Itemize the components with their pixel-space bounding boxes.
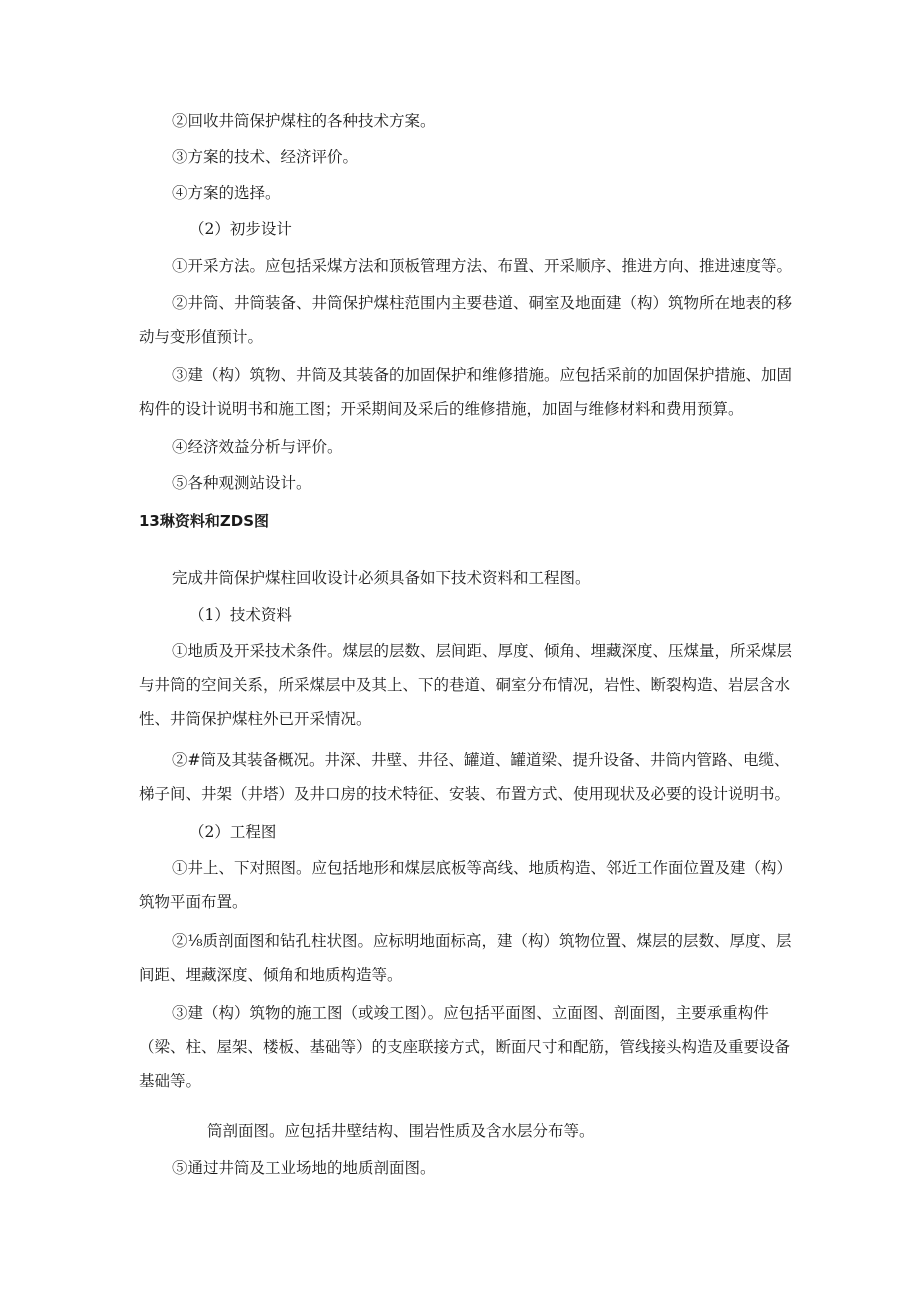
paragraph-8 bbox=[139, 430, 799, 464]
text-line: 筒剖面图。应包括井壁结构、围岩性质及含水层分布等。 bbox=[207, 1122, 595, 1140]
text-line: 构件的设计说明书和施工图；开采期间及采后的维修措施，加固与维修材料和费用预算。 bbox=[139, 400, 744, 418]
text-line: ③建（构）筑物的施工图（或竣工图）。应包括平面图、立面图、剖面图，主要承重构件 bbox=[172, 1004, 769, 1022]
text-line: ①井上、下对照图。应包括地形和煤层底板等高线、地质构造、邻近工作面位置及建（构） bbox=[172, 859, 793, 877]
paragraph-17 bbox=[139, 996, 799, 1098]
text-line: 动与变形值预计。 bbox=[139, 328, 264, 346]
text-line: ①地质及开采技术条件。煤层的层数、层间距、厚度、倾角、埋藏深度、压煤量，所采煤层 bbox=[172, 642, 793, 660]
paragraph-2 bbox=[139, 140, 799, 174]
paragraph-5 bbox=[139, 249, 799, 283]
text-line: （1）技术资料 bbox=[189, 606, 292, 624]
text-line: 完成井筒保护煤柱回收设计必须具备如下技术资料和工程图。 bbox=[172, 569, 591, 587]
text-line: 筑物平面布置。 bbox=[139, 893, 248, 911]
section-heading: 13琳资料和ZDS图 bbox=[139, 512, 270, 530]
text-line: 性、井筒保护煤柱外已开采情况。 bbox=[139, 710, 372, 728]
text-line: 基础等。 bbox=[139, 1072, 202, 1090]
text-line: ④经济效益分析与评价。 bbox=[172, 438, 343, 456]
text-line: 梯子间、井架（井塔）及井口房的技术特征、安装、布置方式、使用现状及必要的设计说明书。 bbox=[139, 785, 791, 803]
paragraph-18 bbox=[139, 1114, 799, 1148]
paragraph-16 bbox=[139, 924, 799, 992]
paragraph-4 bbox=[139, 212, 799, 246]
paragraph-7 bbox=[139, 358, 799, 426]
text-line: ②回收井筒保护煤柱的各种技术方案。 bbox=[172, 112, 436, 130]
paragraph-19 bbox=[139, 1151, 799, 1185]
text-line: ②⅛质剖面图和钻孔柱状图。应标明地面标高，建（构）筑物位置、煤层的层数、厚度、层 bbox=[172, 932, 792, 950]
text-line: （2）工程图 bbox=[189, 823, 277, 841]
paragraph-6 bbox=[139, 286, 799, 354]
paragraph-14 bbox=[139, 815, 799, 849]
text-line: （2）初步设计 bbox=[189, 220, 292, 238]
text-line: ②#筒及其装备概况。井深、井壁、井径、罐道、罐道梁、提升设备、井筒内管路、电缆、 bbox=[172, 751, 790, 769]
text-line: 间距、埋藏深度、倾角和地质构造等。 bbox=[139, 966, 403, 984]
text-line: ⑤通过井筒及工业场地的地质剖面图。 bbox=[172, 1159, 436, 1177]
paragraph-15 bbox=[139, 851, 799, 919]
paragraph-3 bbox=[139, 176, 799, 210]
paragraph-10 bbox=[139, 561, 799, 595]
text-line: （梁、柱、屋架、楼板、基础等）的支座联接方式，断面尺寸和配筋，管线接头构造及重要设备 bbox=[139, 1038, 791, 1056]
text-line: ③建（构）筑物、井筒及其装备的加固保护和维修措施。应包括采前的加固保护措施、加固 bbox=[172, 366, 793, 384]
text-line: ④方案的选择。 bbox=[172, 184, 281, 202]
paragraph-12 bbox=[139, 634, 799, 736]
paragraph-13 bbox=[139, 743, 799, 811]
text-line: 与井筒的空间关系，所采煤层中及其上、下的巷道、硐室分布情况，岩性、断裂构造、岩层含水 bbox=[139, 676, 791, 694]
paragraph-11 bbox=[139, 598, 799, 632]
text-line: ⑤各种观测站设计。 bbox=[172, 474, 312, 492]
text-line: ②井筒、井筒装备、井筒保护煤柱范围内主要巷道、硐室及地面建（构）筑物所在地表的移 bbox=[172, 294, 793, 312]
text-line: ①开采方法。应包括采煤方法和顶板管理方法、布置、开采顺序、推进方向、推进速度等。 bbox=[172, 257, 793, 275]
paragraph-1 bbox=[139, 104, 799, 138]
text-line: ③方案的技术、经济评价。 bbox=[172, 148, 359, 166]
paragraph-9 bbox=[139, 466, 799, 500]
